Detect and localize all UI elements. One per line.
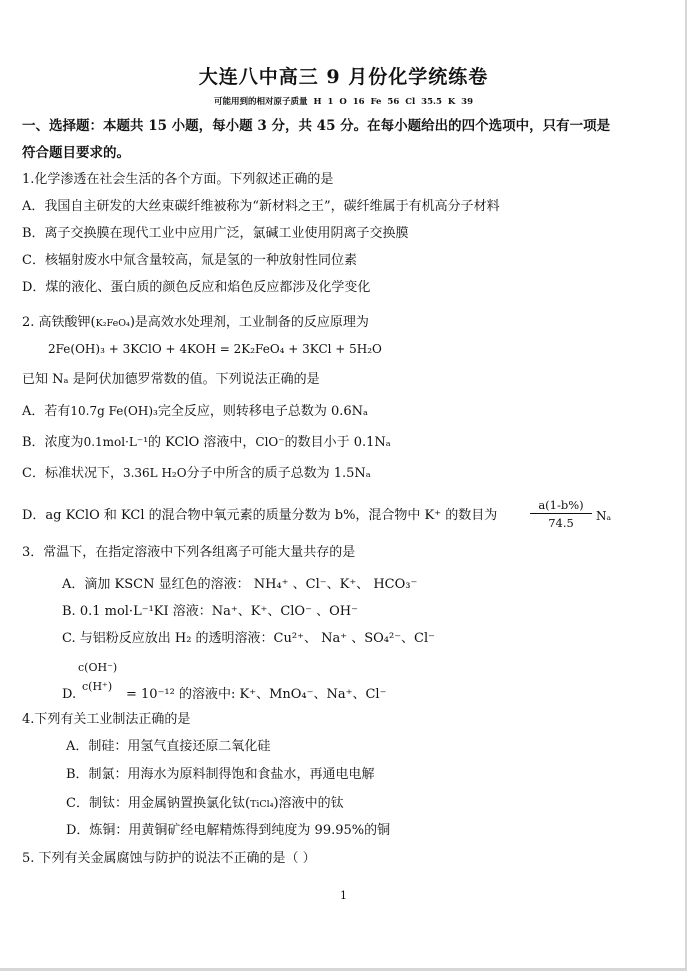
question-2-option-c: C．标准状况下，3.36L H₂O分子中所含的质子总数为 1.5Nₐ bbox=[22, 466, 371, 481]
page-number: 1 bbox=[340, 889, 347, 902]
question-1-option-d: D．煤的液化、蛋白质的颜色反应和焰色反应都涉及化学变化 bbox=[22, 280, 371, 295]
question-2-option-a: A．若有10.7g Fe(OH)₃完全反应，则转移电子总数为 0.6Nₐ bbox=[22, 404, 369, 419]
question-3-stem: 3．常温下，在指定溶液中下列各组离子可能大量共存的是 bbox=[22, 545, 356, 560]
section-heading-cont: 符合题目要求的。 bbox=[22, 145, 130, 161]
question-2-option-d: D．ag KClO 和 KCl 的混合物中氧元素的质量分数为 b%，混合物中 K⁺ 的数目为 bbox=[22, 508, 498, 523]
question-3-option-c: C. 与铝粉反应放出 H₂ 的透明溶液：Cu²⁺、 Na⁺ 、SO₄²⁻、Cl⁻ bbox=[62, 631, 436, 646]
question-2-given: 已知 Nₐ 是阿伏加德罗常数的值。下列说法正确的是 bbox=[22, 372, 320, 387]
question-2-option-d-na: Nₐ bbox=[596, 509, 612, 523]
question-1-stem: 1.化学渗透在社会生活的各个方面。下列叙述正确的是 bbox=[22, 172, 334, 187]
section-heading: 一、选择题：本题共 15 小题，每小题 3 分，共 45 分。在每小题给出的四个选项中，只有一项是 bbox=[22, 118, 611, 134]
question-5-stem: 5. 下列有关金属腐蚀与防护的说法不正确的是（ ） bbox=[22, 851, 316, 866]
question-2-option-b: B．浓度为0.1mol·L⁻¹的 KClO 溶液中，ClO⁻的数目小于 0.1Nₐ bbox=[22, 435, 391, 450]
question-3-option-d-numerator: c(OH⁻) bbox=[78, 661, 118, 674]
question-4-option-c: C．制钛：用金属钠置换氯化钛(TiCl₄)溶液中的钛 bbox=[66, 796, 344, 811]
page-title: 大连八中高三 9 月份化学统练卷 bbox=[198, 66, 489, 88]
atomic-mass-note: 可能用到的相对原子质量 H 1 O 16 Fe 56 Cl 35.5 K 39 bbox=[214, 97, 473, 107]
question-1-option-b: B．离子交换膜在现代工业中应用广泛，氯碱工业使用阴离子交换膜 bbox=[22, 226, 409, 241]
question-4-option-b: B．制氯：用海水为原料制得饱和食盐水，再通电电解 bbox=[66, 767, 375, 782]
question-1-option-a: A．我国自主研发的大丝束碳纤维被称为“新材料之王”，碳纤维属于有机高分子材料 bbox=[22, 199, 500, 214]
question-2-option-d-fraction: $\frac{a(1-b\%)}{74.5}$ bbox=[530, 498, 592, 530]
question-2-stem: 2. 高铁酸钾(K₂FeO₄)是高效水处理剂，工业制备的反应原理为 bbox=[22, 315, 369, 330]
question-3-option-d: = 10⁻¹² 的溶液中: K⁺、MnO₄⁻、Na⁺、Cl⁻ bbox=[126, 687, 387, 702]
question-4-option-d: D．炼铜：用黄铜矿经电解精炼得到纯度为 99.95%的铜 bbox=[66, 823, 391, 838]
question-3-option-b: B. 0.1 mol·L⁻¹KI 溶液：Na⁺、K⁺、ClO⁻ 、OH⁻ bbox=[62, 604, 358, 619]
question-4-option-a: A．制硅：用氢气直接还原二氧化硅 bbox=[66, 739, 271, 754]
question-1-option-c: C．核辐射废水中氚含量较高，氚是氢的一种放射性同位素 bbox=[22, 253, 357, 268]
question-2-equation: 2Fe(OH)₃ + 3KClO + 4KOH = 2K₂FeO₄ + 3KCl + 5H₂O bbox=[48, 342, 382, 356]
question-3-option-d-label: D. bbox=[62, 687, 77, 702]
question-3-option-a: A．滴加 KSCN 显红色的溶液： NH₄⁺ 、Cl⁻、K⁺、 HCO₃⁻ bbox=[62, 577, 418, 592]
question-4-stem: 4.下列有关工业制法正确的是 bbox=[22, 712, 191, 727]
question-3-option-d-denominator: c(H⁺) bbox=[82, 680, 113, 693]
